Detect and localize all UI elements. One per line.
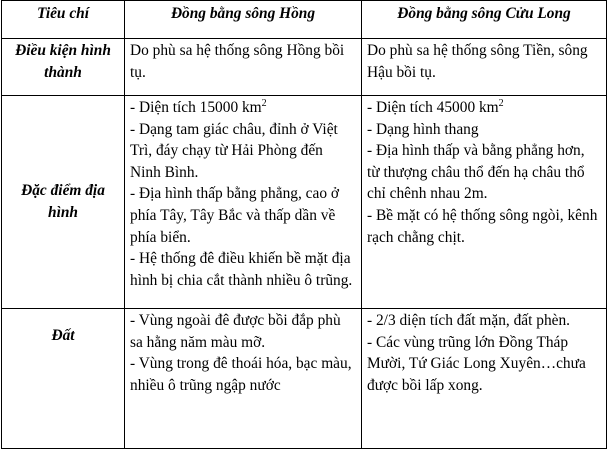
superscript: 2 [498,97,504,109]
cell-text: Do phù sa hệ thống sông Tiền, sông Hậu bồi tụ. [367,42,588,81]
row-soil [2,309,607,449]
row-terrain [2,96,607,309]
header-red-river-delta: Đồng bằng sông Hồng [125,1,362,39]
cell-formation-red-river [125,39,362,96]
list-item: - Dạng hình thang [367,120,479,138]
list-item: - 2/3 diện tích đất mặn, đất phèn. [367,312,571,329]
list-item: - Địa hình thấp và bằng phẳng hơn, từ thượng châu thổ đến hạ châu thổ chỉ chênh nhau 2m. [367,142,585,203]
header-criteria: Tiêu chí [2,1,125,39]
header-row [2,1,607,39]
row-formation [2,39,607,96]
list-item: - Vùng trong đê thoái hóa, bạc màu, nhiều ô trũng ngập nước [130,355,352,394]
list-item: - Địa hình thấp bằng phẳng, cao ở phía Tây, Tây Bắc và thấp dần về phía biển. [130,185,340,246]
cell-soil-mekong [362,309,607,449]
list-item: - Các vùng trũng lớn Đồng Tháp Mười, Tứ Giác Long Xuyên…chưa được bồi lấp xong. [367,333,586,394]
list-item: - Vùng ngoài đê được bồi đắp phù sa hằng năm màu mỡ. [130,312,341,351]
area-text: - Diện tích 45000 km [367,99,499,116]
cell-terrain-red-river [125,96,362,309]
criteria-terrain: Đặc điểm địa hình [2,96,125,309]
list-item [367,97,601,119]
header-mekong-delta: Đồng bằng sông Cửu Long [362,1,607,39]
area-text: - Diện tích 15000 km [130,99,262,116]
cell-soil-red-river [125,309,362,449]
comparison-table [1,0,607,449]
cell-text: Do phù sa hệ thống sông Hồng bồi tụ. [130,42,345,81]
list-item: - Hệ thống đê điều khiến bề mặt địa hình bị chia cắt thành nhiều ô trũng. [130,250,353,289]
list-item: - Dạng tam giác châu, đỉnh ở Việt Trì, đáy chạy từ Hải Phòng đến Ninh Bình. [130,120,338,181]
list-item [130,97,356,119]
superscript: 2 [261,97,267,109]
list-item: - Bề mặt có hệ thống sông ngòi, kênh rạch chằng chịt. [367,206,598,246]
cell-terrain-mekong [362,96,607,309]
criteria-formation: Điều kiện hình thành [2,39,125,96]
cell-formation-mekong [362,39,607,96]
criteria-soil: Đất [2,309,125,449]
